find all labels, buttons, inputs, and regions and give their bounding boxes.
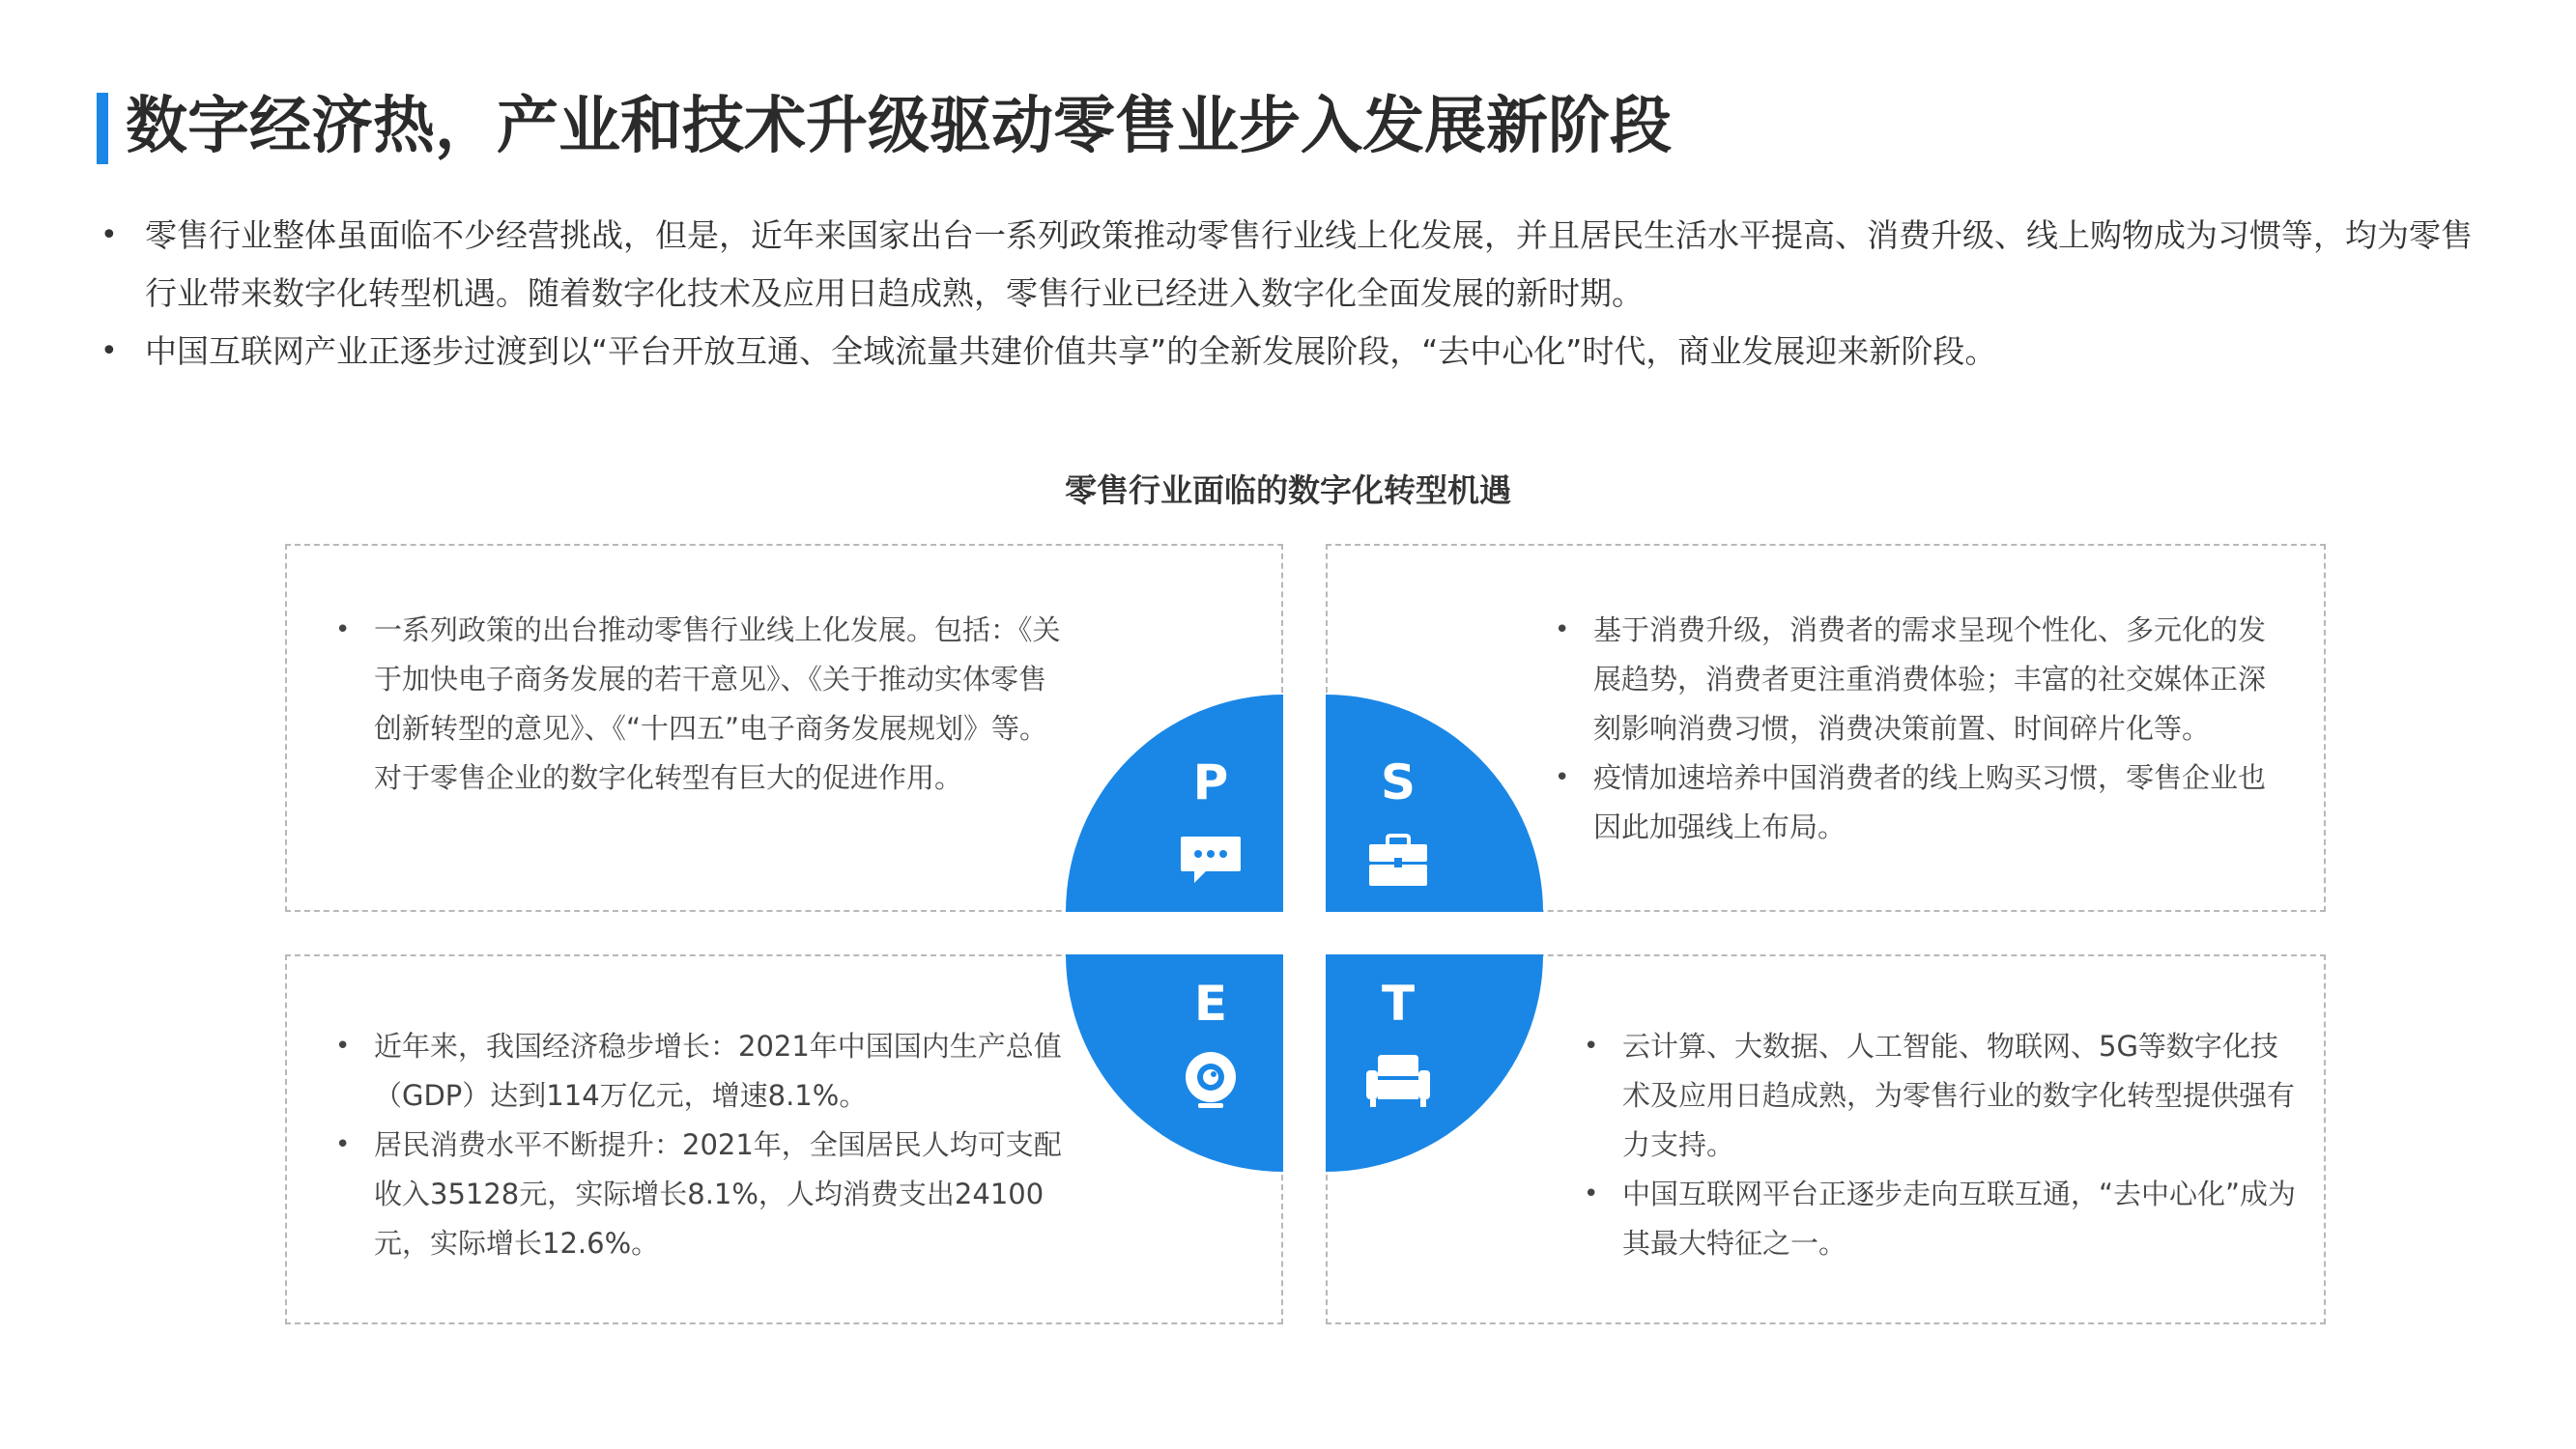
list-item [1584,1170,2299,1268]
policy-text [335,606,1070,803]
list-item [335,1022,1070,1121]
intro-bullet [97,207,2483,323]
bullet-dot-icon: • [1555,615,1570,644]
intro-bullet [97,323,2483,381]
page-title: 数字经济热，产业和技术升级驱动零售业步入发展新阶段 [126,91,1672,162]
economy-bullet-text: 居民消费水平不断提升：2021年，全国居民人均可支配收入35128元，实际增长8.1%，人均消费支出24100元，实际增长12.6%。 [374,1128,1062,1260]
chat-bubble-icon [1177,833,1245,891]
webcam-icon [1177,1051,1245,1109]
section-title: 零售行业面临的数字化转型机遇 [1065,471,1511,509]
economy-bullet-text: 近年来，我国经济稳步增长：2021年中国国内生产总值（GDP）达到114万亿元，增速8.1%。 [374,1030,1062,1112]
bullet-dot-icon: • [1584,1032,1599,1061]
list-item [1584,1022,2299,1170]
quadrant-letter-t: T [1381,976,1416,1032]
bullet-dot-icon: • [335,1032,351,1061]
list-item [335,1121,1070,1268]
bullet-dot-icon: • [100,218,118,252]
technology-bullet-text: 中国互联网平台正逐步走向互联互通，“去中心化”成为其最大特征之一。 [1622,1178,2297,1260]
economy-text [335,1022,1070,1268]
list-item [1555,606,2289,753]
list-item [335,606,1070,803]
society-bullet-text: 疫情加速培养中国消费者的线上购买习惯，零售企业也因此加强线上布局。 [1593,761,2267,843]
title-accent-bar [97,93,108,164]
bullet-dot-icon: • [335,1130,351,1159]
quadrant-letter-e: E [1193,976,1228,1032]
society-text [1555,606,2289,852]
intro-bullet-text: 零售行业整体虽面临不少经营挑战，但是，近年来国家出台一系列政策推动零售行业线上化发展，并且居民生活水平提高、消费升级、线上购物成为习惯等，均为零售行业带来数字化转型机遇。随着数字化技术及应用日趋成熟，零售行业已经进入数字化全面发展的新时期。 [145,216,2473,312]
sofa-icon [1364,1051,1432,1109]
intro-bullets [97,207,2483,381]
quadrant-letter-p: P [1192,754,1229,810]
technology-bullet-text: 云计算、大数据、人工智能、物联网、5G等数字化技术及应用日趋成熟，为零售行业的数字化转型提供强有力支持。 [1622,1030,2296,1161]
society-bullet-text: 基于消费升级，消费者的需求呈现个性化、多元化的发展趋势，消费者更注重消费体验；丰富的社交媒体正深刻影响消费习惯，消费决策前置、时间碎片化等。 [1593,613,2267,745]
bullet-dot-icon: • [335,615,351,644]
policy-bullet-text: 一系列政策的出台推动零售行业线上化发展。包括：《关于加快电子商务发展的若干意见》、《关于推动实体零售创新转型的意见》、《“十四五”电子商务发展规划》等。对于零售企业的数字化转型有巨大的促进作用。 [374,613,1061,794]
bullet-dot-icon: • [1584,1179,1599,1208]
bullet-dot-icon: • [100,334,118,368]
intro-bullet-text: 中国互联网产业正逐步过渡到以“平台开放互通、全域流量共建价值共享”的全新发展阶段，“去中心化”时代，商业发展迎来新阶段。 [145,332,1997,370]
technology-text [1584,1022,2299,1268]
list-item [1555,753,2289,852]
bullet-dot-icon: • [1555,763,1570,792]
quadrant-letter-s: S [1380,754,1416,810]
briefcase-icon [1364,833,1432,891]
